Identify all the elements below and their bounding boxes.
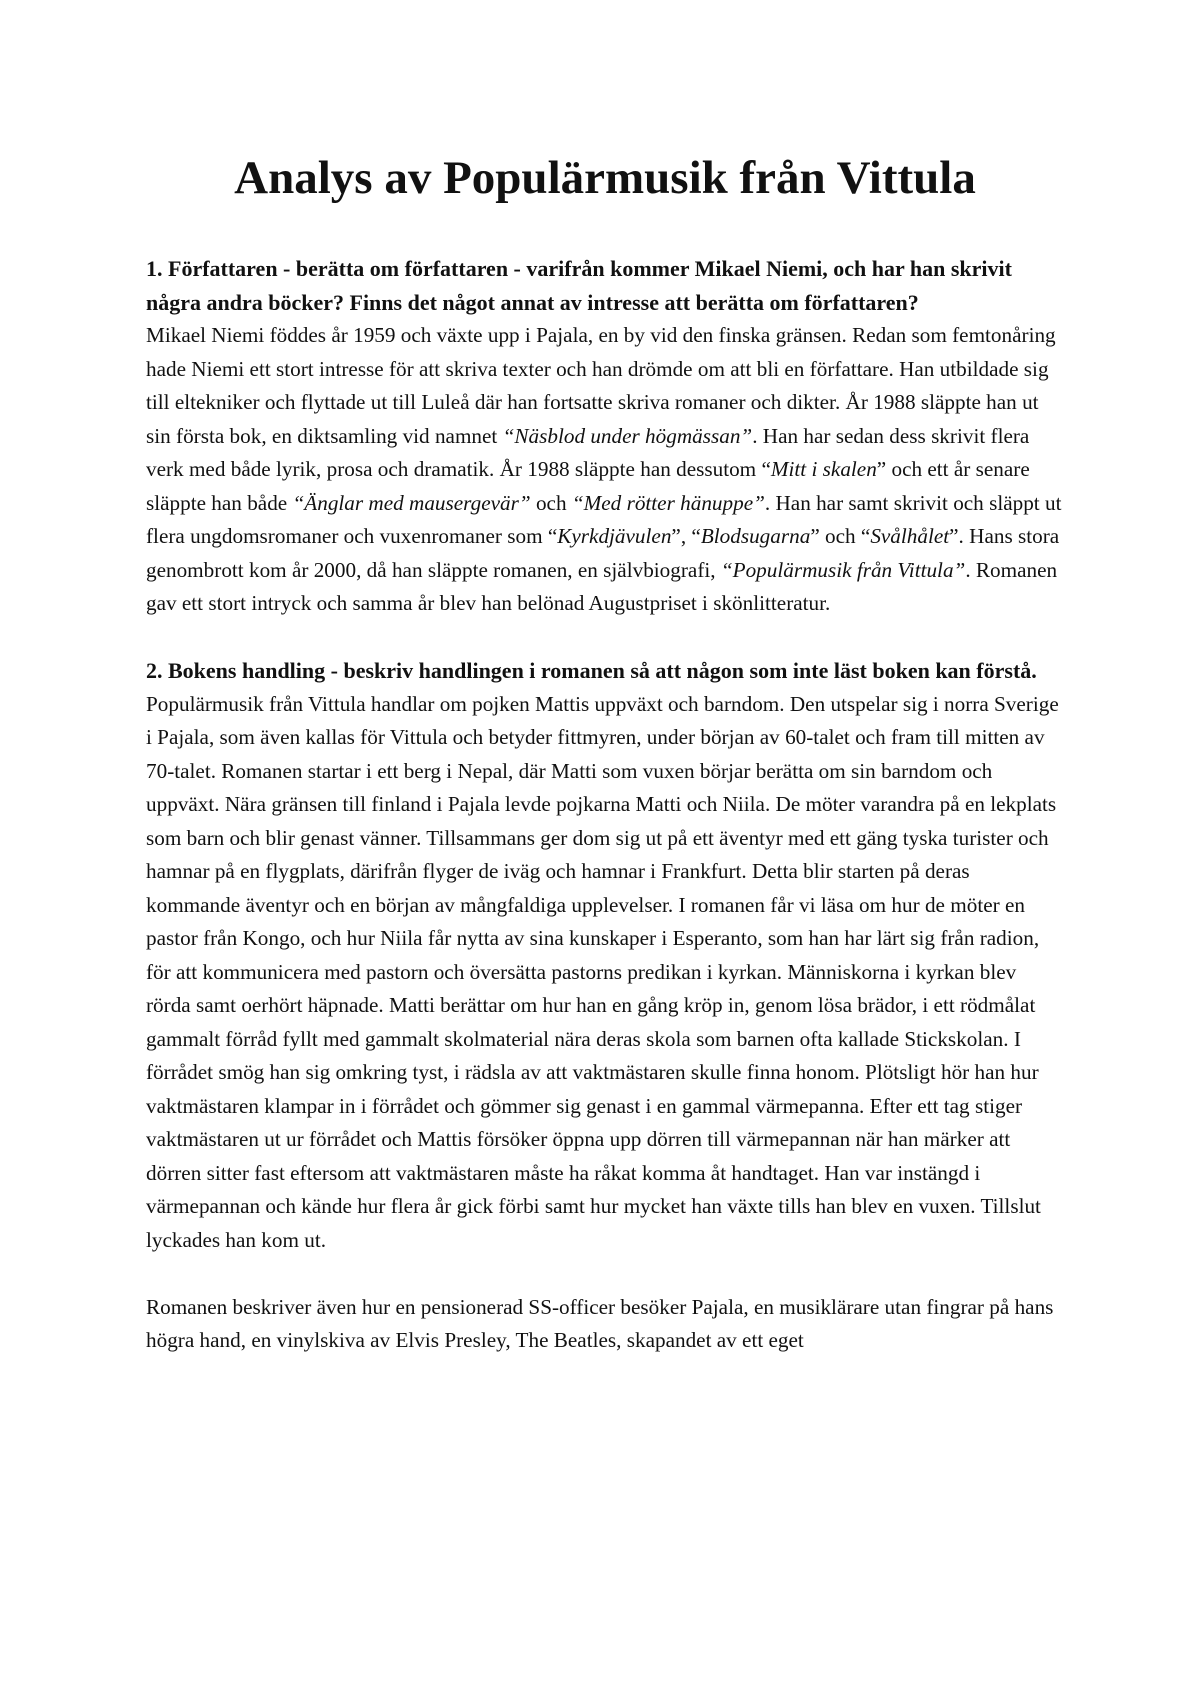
italic-title-text: Blodsugarna [700, 524, 811, 548]
italic-title-text: “Med rötter hänuppe” [571, 490, 765, 515]
italic-title-text: Kyrkdjävulen [557, 524, 672, 548]
paragraph-text: . Han har samt skrivit och släppt ut flera ungdomsromaner och vuxenromaner som “ [146, 490, 1062, 548]
section-author [146, 252, 1064, 621]
document-body [146, 148, 1064, 1358]
document-title: Analys av Populärmusik från Vittula [234, 152, 976, 204]
paragraph-text: ”, “ [671, 524, 701, 548]
section-paragraph [146, 688, 1064, 1258]
section-paragraph [146, 1291, 1064, 1358]
paragraph-text: och [530, 490, 572, 515]
paragraph-text: Populärmusik från Vittula handlar om pojken Mattis uppväxt och barndom. Den utspelar sig i norra Sverige i Pajala, som även kallas för Vittula och betyder fittmyren, under början av 60-talet och fram till mitten av 70-talet. Romanen startar i ett berg i Nepal, där Matti som vuxen börjar berätta om sin barndom och uppväxt. Nära gränsen till finland i Pajala levde pojkarna Matti och Niila. De möter varandra på en lekplats som barn och blir genast vänner. Tillsammans ger dom sig ut på ett äventyr med ett gäng tyska turister och hamnar på en flygplats, därifrån flyger de iväg och hamnar i Frankfurt. Detta blir starten på deras kommande äventyr och en början av mångfaldiga upplevelser. I romanen får vi läsa om hur de möter en pastor från Kongo, och hur Niila får nytta av sina kunskaper i Esperanto, som han har lärt sig från radion, för att kommunicera med pastorn och översätta pastorns predikan i kyrkan. Människorna i kyrkan blev rörda samt oerhört häpnade. Matti berättar om hur han en gång kröp in, genom lösa brädor, i ett rödmålat gammalt förråd fyllt med gammalt skolmaterial nära deras skola som barnen ofta kallade Stickskolan. I förrådet smög han sig omkring tyst, i rädsla av att vaktmästaren skulle finna honom. Plötsligt hör han hur vaktmästaren klampar in i förrådet och gömmer sig genast i en gammal värmepanna. Efter ett tag stiger vaktmästaren ut ur förrådet och Mattis försöker öppna upp dörren till värmepannan när han märker att dörren sitter fast eftersom att vaktmästaren måste ha råkat komma åt handtaget. Han var instängd i värmepannan och kände hur flera år gick förbi samt hur mycket han växte tills han blev en vuxen. Tillslut lyckades han kom ut. [146, 691, 1059, 1252]
italic-title-text: “Populärmusik från Vittula” [720, 557, 966, 582]
italic-title-text: Mitt i skalen [770, 457, 877, 481]
paragraph-text: . Romanen gav ett stort intryck och samma år blev han belönad Augustpriset i skönlitteratur. [146, 557, 1058, 615]
paragraph-text: Mikael Niemi föddes år 1959 och växte upp i Pajala, en by vid den finska gränsen. Redan som femtonåring hade Niemi ett stort intresse för att skriva texter och han drömde om att bli en författare. Han utbildade sig till eltekniker och flyttade ut till Luleå där han fortsatte skriva romaner och dikter. År 1988 släppte han ut sin första bok, en diktsamling vid namnet [146, 323, 1056, 448]
paragraph-text: . Han har sedan dess skrivit flera verk med både lyrik, prosa och dramatik. År 1988 släppte han dessutom “ [146, 423, 1030, 481]
section-paragraph [146, 319, 1064, 621]
paragraph-spacer [146, 1257, 1064, 1291]
paragraph-text: ” och “ [810, 524, 871, 548]
italic-title-text: “Änglar med mausergevär” [292, 490, 531, 515]
section-spacer [146, 621, 1064, 655]
section-heading: 2. Bokens handling - beskriv handlingen i romanen så att någon som inte läst boken kan förstå. [146, 658, 1037, 683]
section-plot [146, 654, 1064, 1358]
paragraph-text: ” och ett år senare släppte han både [146, 457, 1030, 515]
italic-title-text: “Näsblod under högmässan” [502, 423, 753, 448]
italic-title-text: Svålhålet [870, 524, 950, 548]
paragraph-text: Romanen beskriver även hur en pensionerad SS-officer besöker Pajala, en musiklärare utan fingrar på hans högra hand, en vinylskiva av Elvis Presley, The Beatles, skapandet av ett eget [146, 1294, 1054, 1352]
section-heading: 1. Författaren - berätta om författaren - varifrån kommer Mikael Niemi, och har han skrivit några andra böcker? Finns det något annat av intresse att berätta om författaren? [146, 256, 1012, 315]
paragraph-text: ”. Hans stora genombrott kom år 2000, då han släppte romanen, en självbiografi, [146, 524, 1060, 582]
